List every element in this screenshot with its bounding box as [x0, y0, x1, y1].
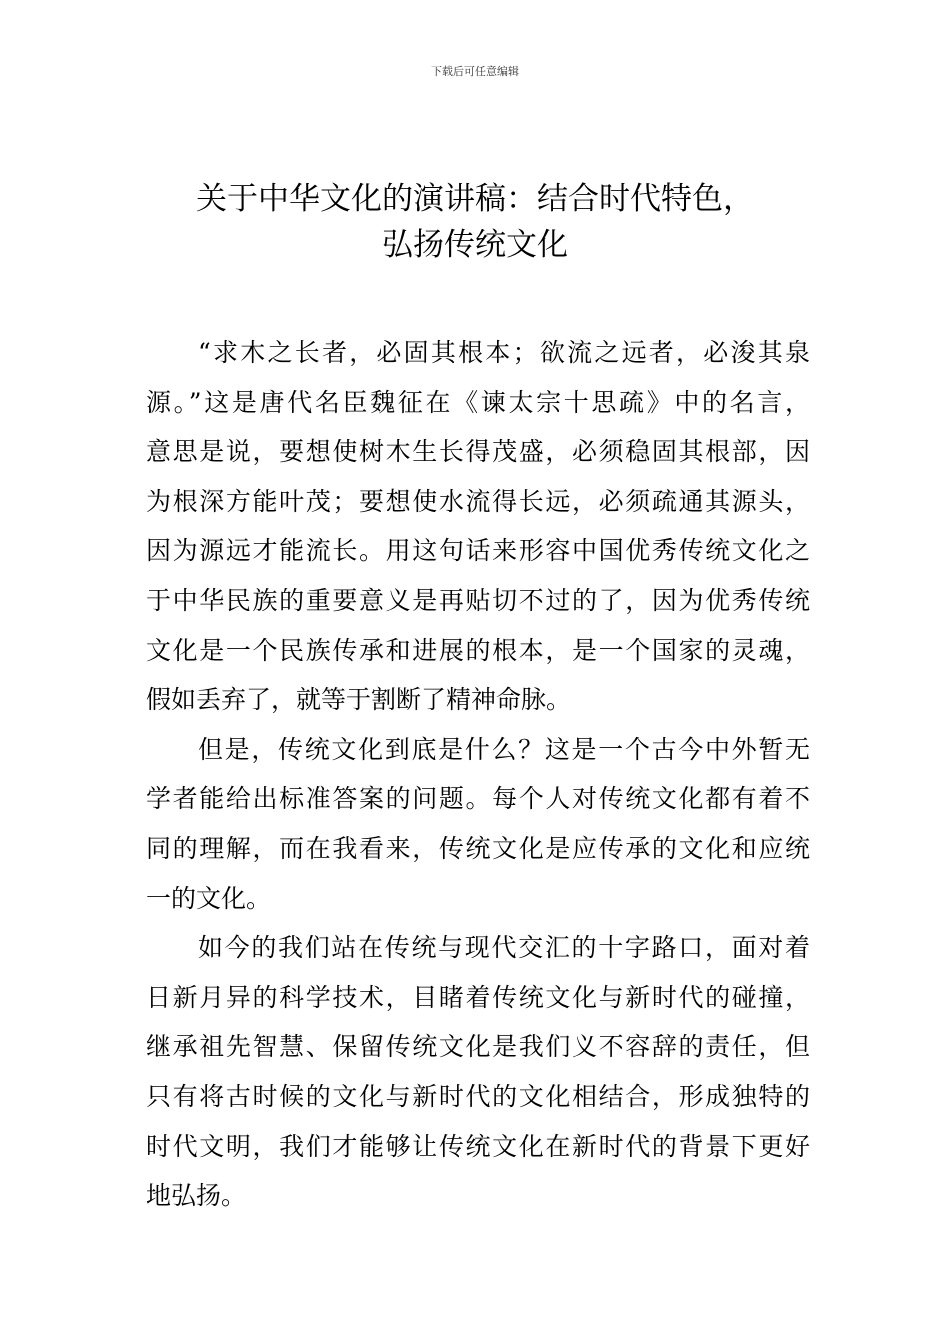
text-line: 时代文明，我们才能够让传统文化在新时代的背景下更好 [146, 1131, 810, 1161]
text-line: 源。”这是唐代名臣魏征在《谏太宗十思疏》中的名言， [146, 387, 810, 417]
text-line: 日新月异的科学技术，目睹着传统文化与新时代的碰撞， [146, 982, 810, 1012]
text-line: 同的理解，而在我看来，传统文化是应传承的文化和应统 [146, 833, 810, 863]
title-line: 弘扬传统文化 [382, 227, 568, 263]
text-line: 学者能给出标准答案的问题。每个人对传统文化都有着不 [146, 784, 810, 814]
text-line: 假如丢弃了，就等于割断了精神命脉。 [146, 685, 572, 715]
text-line: 意思是说，要想使树木生长得茂盛，必须稳固其根部，因 [146, 437, 810, 467]
paragraph-2 [146, 725, 810, 923]
text-line: 于中华民族的重要意义是再贴切不过的了，因为优秀传统 [146, 585, 810, 615]
title-line: 关于中华文化的演讲稿：结合时代特色， [196, 181, 754, 217]
document-title [140, 176, 810, 268]
document-body [146, 328, 810, 1221]
header-note: 下载后可任意编辑 [431, 65, 519, 78]
text-line: 因为源远才能流长。用这句话来形容中国优秀传统文化之 [146, 536, 810, 566]
text-line: 地弘扬。 [146, 1181, 247, 1211]
text-line: 一的文化。 [146, 883, 272, 913]
text-line: 但是，传统文化到底是什么？这是一个古今中外暂无 [198, 734, 810, 764]
text-line: 如今的我们站在传统与现代交汇的十字路口，面对着 [198, 933, 810, 963]
text-line: 继承祖先智慧、保留传统文化是我们义不容辞的责任，但 [146, 1032, 810, 1062]
text-line: 文化是一个民族传承和进展的根本，是一个国家的灵魂， [146, 635, 810, 665]
paragraph-3 [146, 923, 810, 1221]
text-line: “求木之长者，必固其根本；欲流之远者，必浚其泉 [198, 338, 810, 367]
paragraph-1 [146, 328, 810, 725]
text-line: 只有将古时候的文化与新时代的文化相结合，形成独特的 [146, 1081, 810, 1111]
text-line: 为根深方能叶茂；要想使水流得长远，必须疏通其源头， [146, 486, 810, 516]
